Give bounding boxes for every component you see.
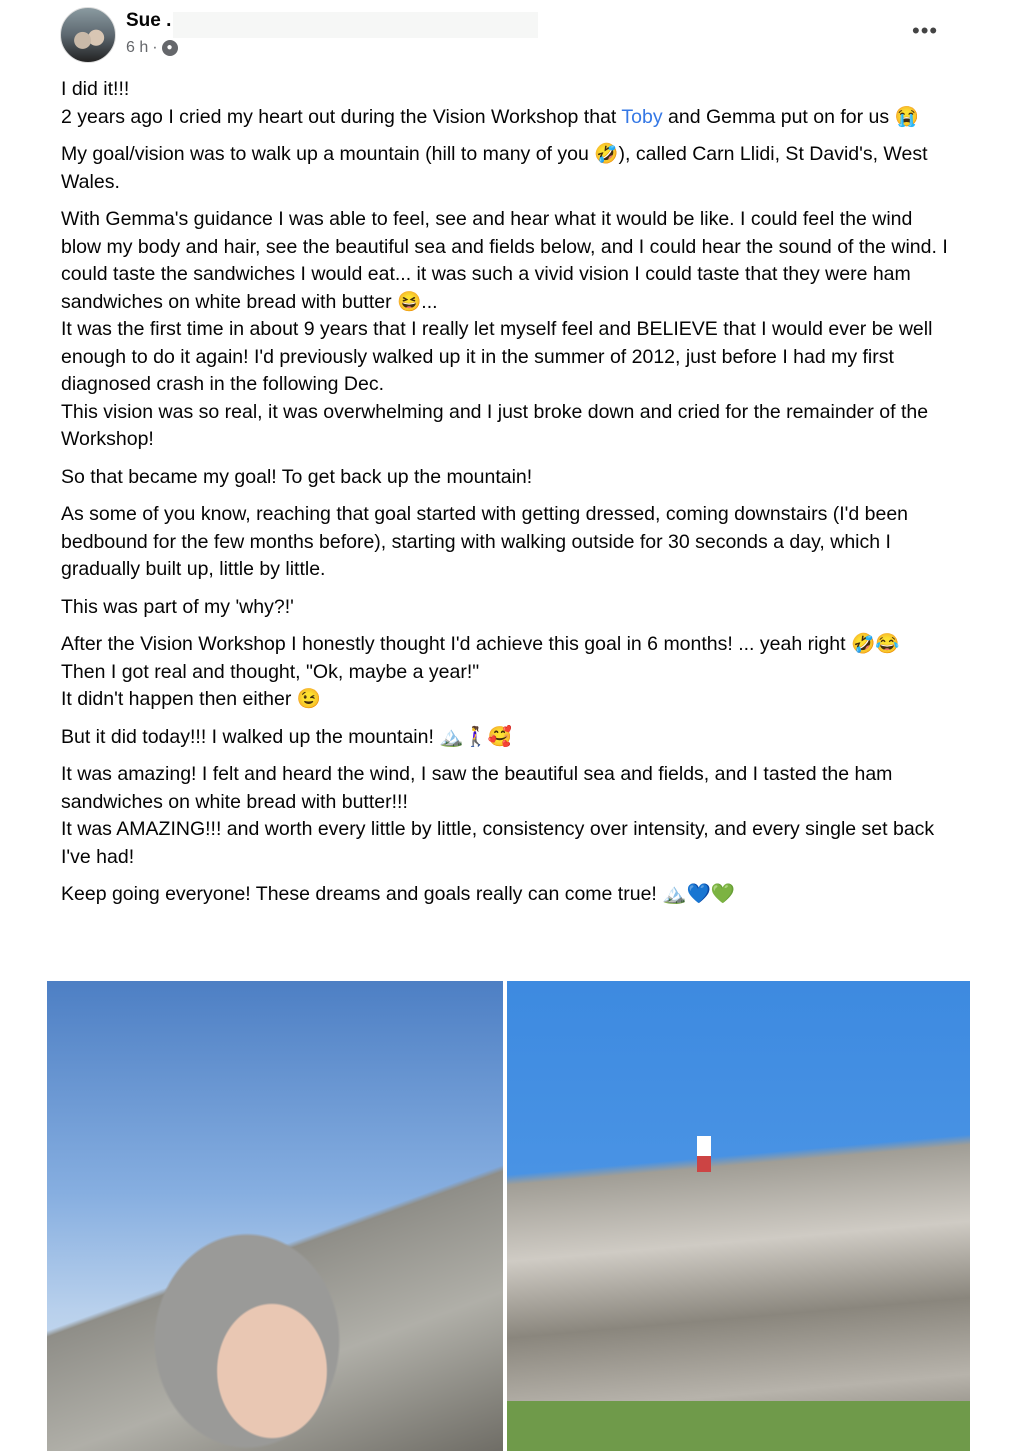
post-text: [61, 76, 953, 919]
post-line: Then I got real and thought, "Ok, maybe a year!": [61, 660, 480, 683]
post-line: It was AMAZING!!! and worth every little by little, consistency over intensity, and every single set back I've had!: [61, 818, 935, 868]
post-paragraph: My goal/vision was to walk up a mountain (hill to many of you 🤣), called Carn Llidi, St David's, West Wales.: [61, 143, 928, 193]
post-paragraph: But it did today!!! I walked up the mountain! 🏔️🚶‍♀️🥰: [61, 725, 513, 748]
photo-person-on-summit[interactable]: [507, 981, 970, 1451]
post-line: I did it!!!: [61, 78, 130, 100]
post-line: It was amazing! I felt and heard the wind, I saw the beautiful sea and fields, and I tasted the ham sandwiches on white bread with butter!!!: [61, 763, 893, 813]
author-name[interactable]: Sue .: [126, 10, 172, 31]
post-line: It didn't happen then either 😉: [61, 688, 322, 710]
author-avatar[interactable]: [60, 7, 116, 63]
photo-selfie-on-mountain[interactable]: [47, 981, 503, 1451]
post-line: It was the first time in about 9 years that I really let myself feel and BELIEVE that I would ever be well enough to do it again! I'd previously walked up it in the summer of 2012, just before I had my first diagnosed crash in the following Dec.: [61, 318, 933, 395]
more-options-button[interactable]: •••: [912, 18, 939, 43]
friends-icon[interactable]: ●: [162, 40, 178, 56]
post-meta: [126, 39, 178, 57]
post-line: After the Vision Workshop I honestly thought I'd achieve this goal in 6 months! ... yeah right 🤣😂: [61, 633, 900, 655]
meta-separator: ·: [152, 39, 158, 56]
post-paragraph: Keep going everyone! These dreams and goals really can come true! 🏔️💙💚: [61, 883, 736, 905]
redacted-name-area: [173, 12, 538, 38]
post-paragraph: So that became my goal! To get back up the mountain!: [61, 465, 533, 488]
person-figure: [697, 1136, 711, 1172]
post-paragraph: This was part of my 'why?!': [61, 595, 294, 618]
post-line: With Gemma's guidance I was able to feel, see and hear what it would be like. I could feel the wind blow my body and hair, see the beautiful sea and fields below, and I could hear the sound of the wind. I could taste the sandwiches I would eat... it was such a vivid vision I could taste that they were ham sandwiches on white bread with butter 😆...: [61, 208, 948, 313]
post-line: and Gemma put on for us 😭: [662, 105, 919, 128]
post-line: This vision was so real, it was overwhelming and I just broke down and cried for the remainder of the Workshop!: [61, 400, 929, 450]
post-time[interactable]: 6 h: [126, 39, 149, 56]
post-line: 2 years ago I cried my heart out during the Vision Workshop that: [61, 105, 622, 128]
post-paragraph: As some of you know, reaching that goal started with getting dressed, coming downstairs (I'd been bedbound for the few months before), starting with walking outside for 30 seconds a day, which I gradually built up, little by little.: [61, 503, 909, 580]
tagged-user-link[interactable]: Toby: [621, 105, 663, 128]
